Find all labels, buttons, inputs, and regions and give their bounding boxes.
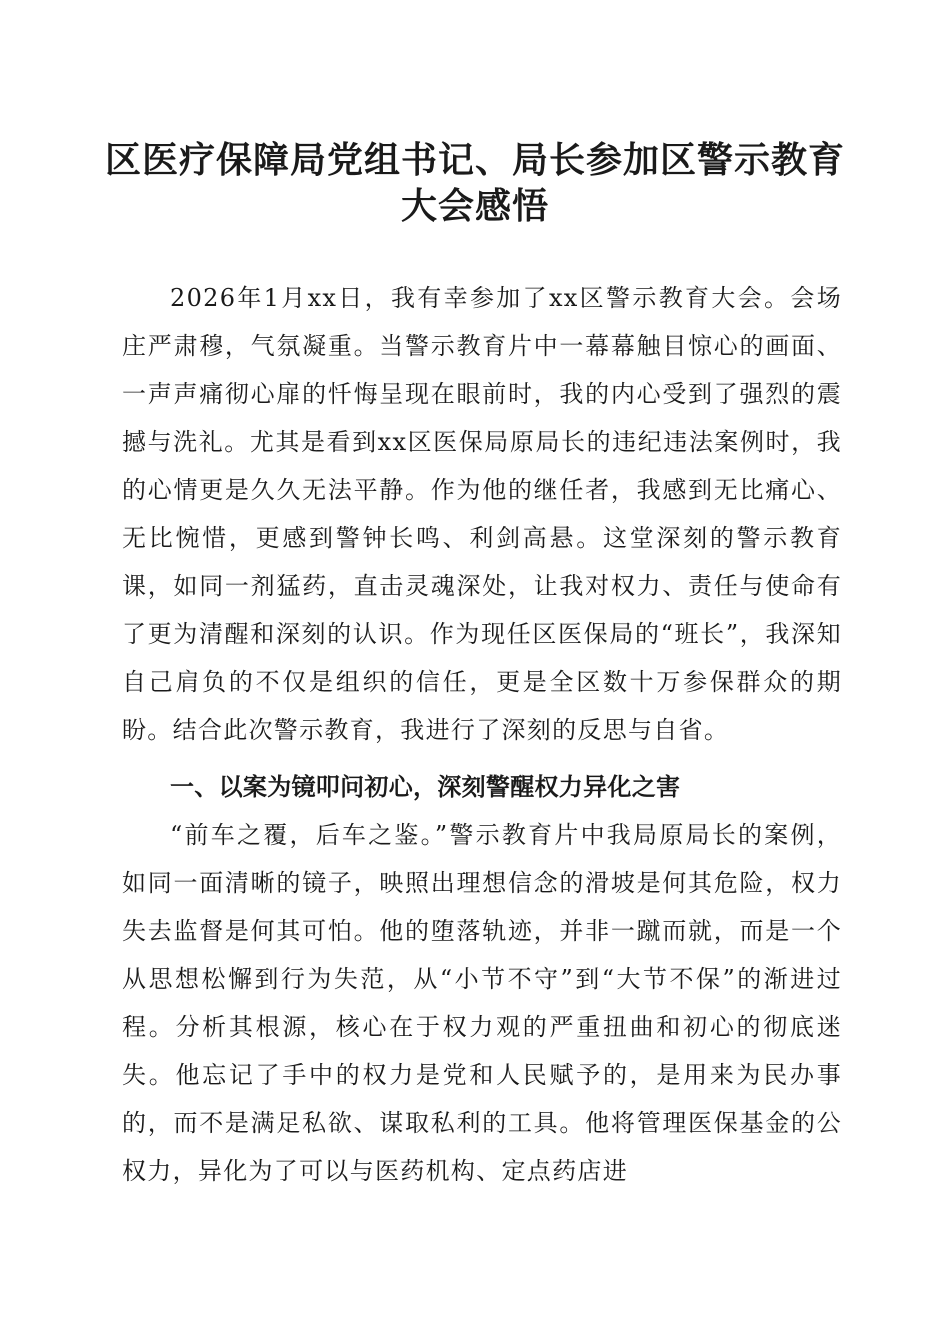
section-heading-1: 一、以案为镜叩问初心，深刻警醒权力异化之害 <box>170 773 681 801</box>
paragraph-section-1: “前车之覆，后车之鉴。”警示教育片中我局原局长的案例，如同一面清晰的镜子，映照出理想信念的滑坡是何其危险，权力失去监督是何其可怕。他的堕落轨迹，并非一蹴而就，而是一个从思想松懈到行为失范，从“小节不守”到“大节不保”的渐进过程。分析其根源，核心在于权力观的严重扭曲和初心的彻底迷失。他忘记了手中的权力是党和人民赋予的，是用来为民办事的，而不是满足私欲、谋取私利的工具。他将管理医保基金的公权力，异化为了可以与医药机构、定点药店进 <box>122 821 842 1185</box>
paragraph-intro: 2026年1月xx日，我有幸参加了xx区警示教育大会。会场庄严肃穆，气氛凝重。当警示教育片中一幕幕触目惊心的画面、一声声痛彻心扉的忏悔呈现在眼前时，我的内心受到了强烈的震撼与洗礼。尤其是看到xx区医保局原局长的违纪违法案例时，我的心情更是久久无法平静。作为他的继任者，我感到无比痛心、无比惋惜，更感到警钟长鸣、利剑高悬。这堂深刻的警示教育课，如同一剂猛药，直击灵魂深处，让我对权力、责任与使命有了更为清醒和深刻的认识。作为现任区医保局的“班长”，我深知自己肩负的不仅是组织的信任，更是全区数十万参保群众的期盼。结合此次警示教育，我进行了深刻的反思与自省。 <box>122 284 842 744</box>
document-title-line-1: 区医疗保障局党组书记、局长参加区警示教育 <box>104 139 845 181</box>
document-title-line-2: 大会感悟 <box>400 185 549 227</box>
